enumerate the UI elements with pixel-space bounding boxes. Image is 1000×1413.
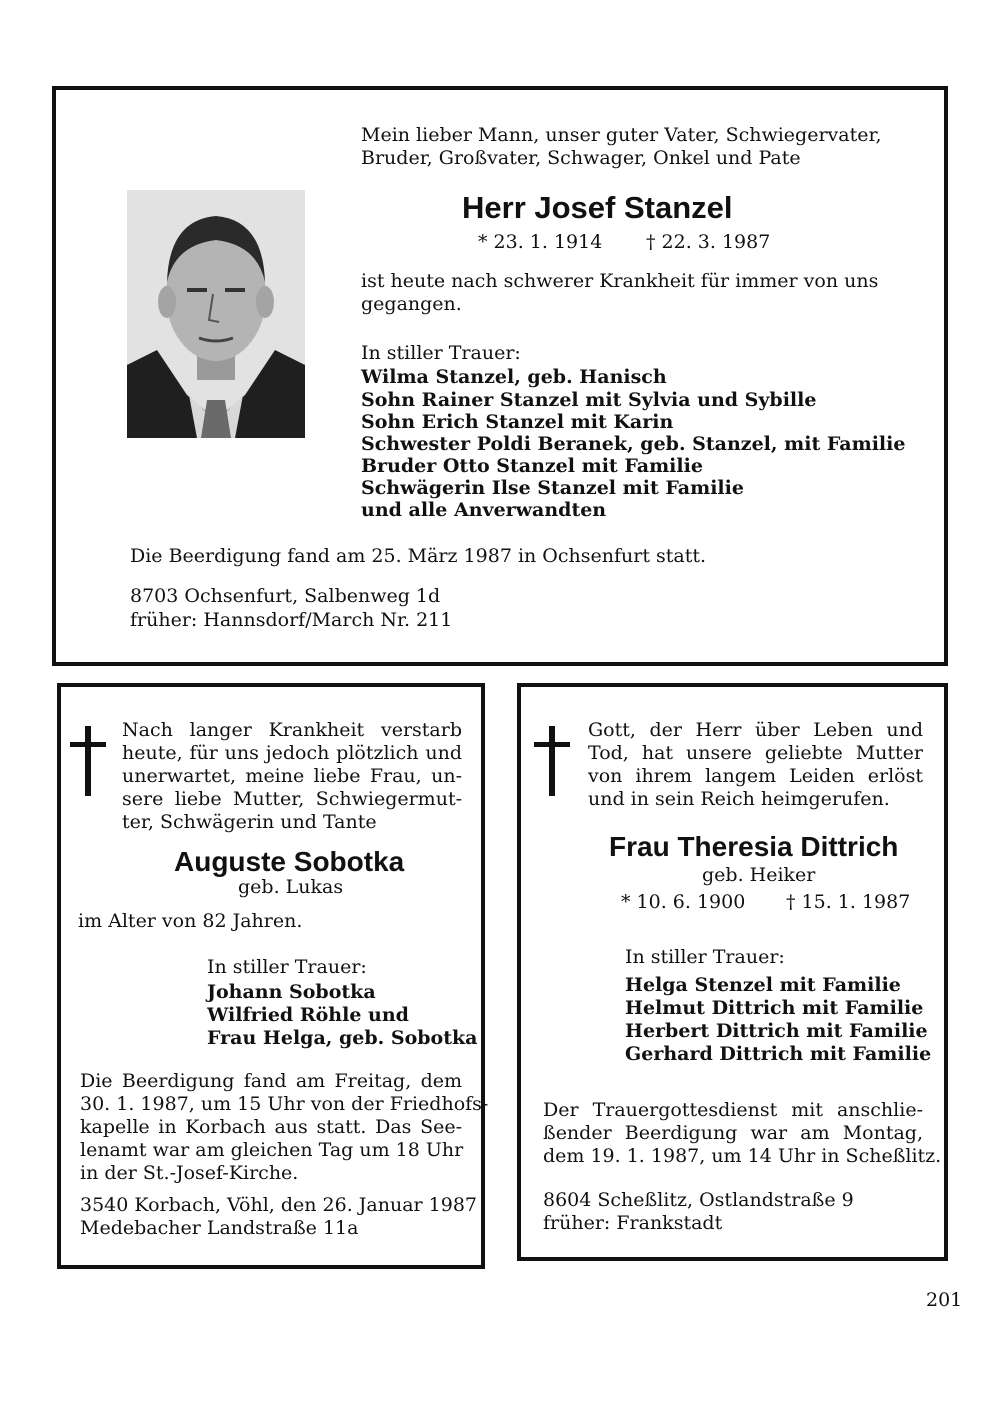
intro-line: und in sein Reich heimgerufen. xyxy=(588,788,890,810)
funeral-info: in der St.-Josef-Kirche. xyxy=(80,1162,299,1184)
mourner: Herbert Dittrich mit Familie xyxy=(625,1020,928,1042)
cross-icon xyxy=(534,726,570,796)
mourner: Helga Stenzel mit Familie xyxy=(625,974,901,996)
birth-date: * 10. 6. 1900 xyxy=(621,891,746,913)
intro-line: Bruder, Großvater, Schwager, Onkel und Pate xyxy=(361,147,801,169)
service-info: ßender Beerdigung war am Montag, xyxy=(543,1122,923,1144)
mourner: Gerhard Dittrich mit Familie xyxy=(625,1043,932,1065)
intro-line: Nach langer Krankheit verstarb xyxy=(122,719,462,741)
mourner: Sohn Rainer Stanzel mit Sylvia und Sybille xyxy=(361,389,817,411)
mourning-label: In stiller Trauer: xyxy=(361,342,521,364)
mourner: Wilfried Röhle und xyxy=(207,1004,409,1026)
deceased-name: Frau Theresia Dittrich xyxy=(609,831,899,862)
service-info: Der Trauergottesdienst mit anschlie- xyxy=(543,1099,923,1121)
funeral-info: kapelle in Korbach aus statt. Das See- xyxy=(80,1116,462,1138)
mourner: und alle Anverwandten xyxy=(361,499,607,521)
intro-line: ter, Schwägerin und Tante xyxy=(122,811,377,833)
mourner: Helmut Dittrich mit Familie xyxy=(625,997,924,1019)
mourner: Johann Sobotka xyxy=(207,981,376,1003)
notice-text: ist heute nach schwerer Krankheit für immer von uns xyxy=(361,270,879,292)
intro-line: von ihrem langem Leiden erlöst xyxy=(588,765,923,787)
address-line: 8703 Ochsenfurt, Salbenweg 1d xyxy=(130,585,441,607)
intro-line: Gott, der Herr über Leben und xyxy=(588,719,923,741)
death-date: † 15. 1. 1987 xyxy=(786,891,911,913)
service-info: dem 19. 1. 1987, um 14 Uhr in Scheßlitz. xyxy=(543,1145,942,1167)
age-info: im Alter von 82 Jahren. xyxy=(78,910,303,932)
address-line: Medebacher Landstraße 11a xyxy=(80,1217,359,1239)
page-number: 201 xyxy=(926,1289,963,1311)
address-line: 8604 Scheßlitz, Ostlandstraße 9 xyxy=(543,1189,854,1211)
death-date: † 22. 3. 1987 xyxy=(646,231,771,253)
deceased-name: Herr Josef Stanzel xyxy=(462,190,733,225)
mourner: Sohn Erich Stanzel mit Karin xyxy=(361,411,674,433)
birth-date: * 23. 1. 1914 xyxy=(478,231,603,253)
maiden-name: geb. Heiker xyxy=(702,864,816,886)
address-line: früher: Frankstadt xyxy=(543,1212,723,1234)
portrait-image xyxy=(127,190,305,438)
mourner: Schwester Poldi Beranek, geb. Stanzel, mit Familie xyxy=(361,433,906,455)
cross-icon xyxy=(70,726,106,796)
funeral-info: Die Beerdigung fand am 25. März 1987 in Ochsenfurt statt. xyxy=(130,545,707,567)
funeral-info: lenamt war am gleichen Tag um 18 Uhr xyxy=(80,1139,464,1161)
address-line: früher: Hannsdorf/March Nr. 211 xyxy=(130,609,453,631)
mourner: Wilma Stanzel, geb. Hanisch xyxy=(361,366,667,388)
mourning-label: In stiller Trauer: xyxy=(207,956,367,978)
intro-line: Mein lieber Mann, unser guter Vater, Schwiegervater, xyxy=(361,124,882,146)
deceased-name: Auguste Sobotka xyxy=(174,846,405,877)
intro-line: unerwartet, meine liebe Frau, un- xyxy=(122,765,462,787)
mourning-label: In stiller Trauer: xyxy=(625,946,785,968)
funeral-info: Die Beerdigung fand am Freitag, dem xyxy=(80,1070,462,1092)
mourner: Bruder Otto Stanzel mit Familie xyxy=(361,455,703,477)
mourner: Frau Helga, geb. Sobotka xyxy=(207,1027,478,1049)
intro-line: Tod, hat unsere geliebte Mutter xyxy=(588,742,923,764)
portrait-photo xyxy=(127,190,305,438)
intro-line: sere liebe Mutter, Schwiegermut- xyxy=(122,788,462,810)
address-line: 3540 Korbach, Vöhl, den 26. Januar 1987 xyxy=(80,1194,478,1216)
maiden-name: geb. Lukas xyxy=(238,876,344,898)
funeral-info: 30. 1. 1987, um 15 Uhr von der Friedhofs- xyxy=(80,1093,489,1115)
intro-line: heute, für uns jedoch plötzlich und xyxy=(122,742,462,764)
notice-text: gegangen. xyxy=(361,293,462,315)
mourner: Schwägerin Ilse Stanzel mit Familie xyxy=(361,477,744,499)
